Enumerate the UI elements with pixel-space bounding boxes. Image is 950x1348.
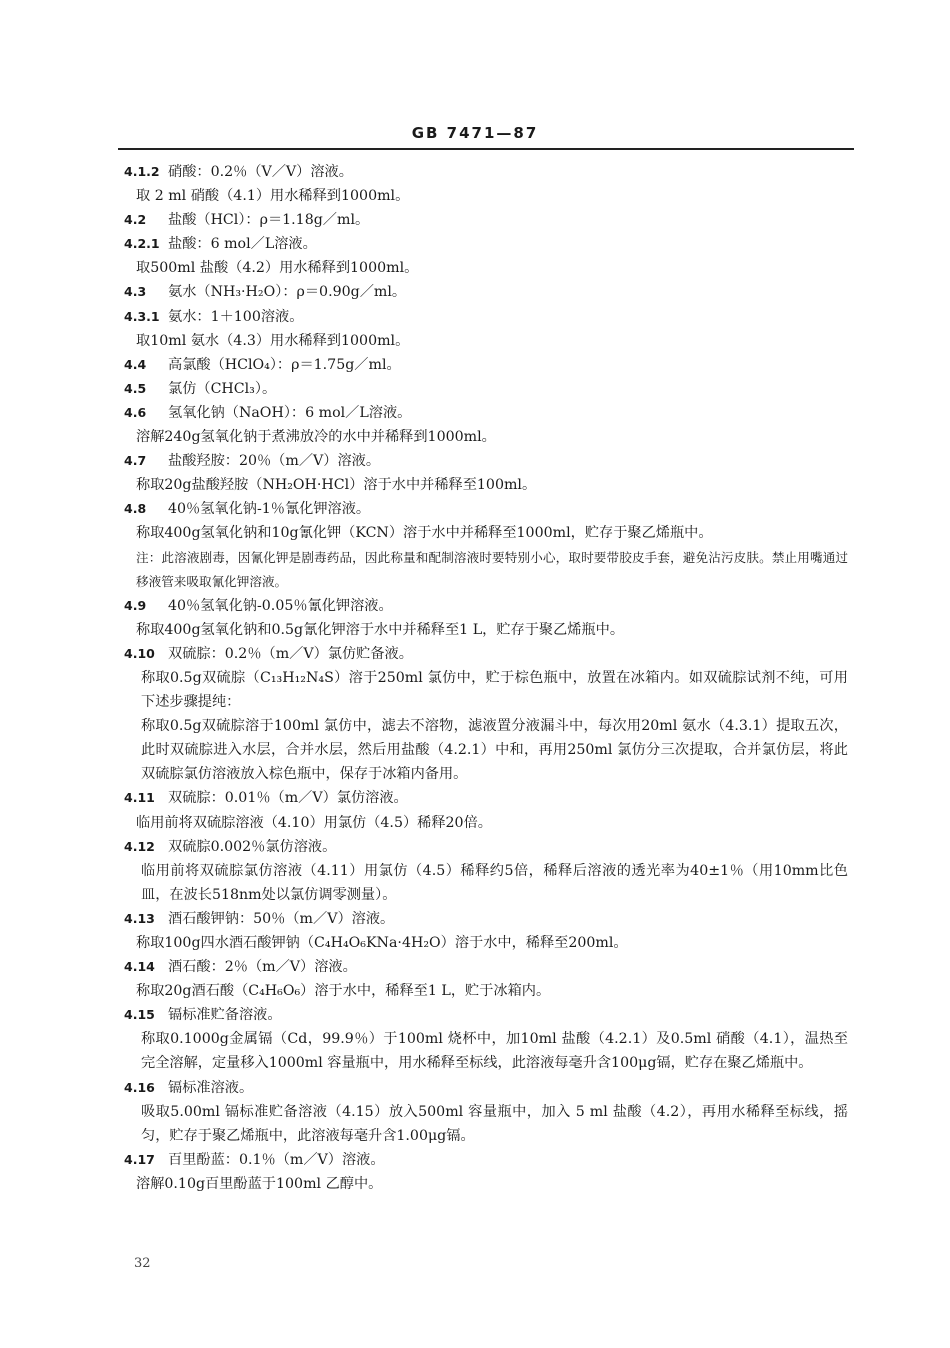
clause-number: 4.15	[124, 1007, 155, 1023]
clause-number: 4.12	[124, 838, 155, 854]
clause-4-7	[118, 449, 848, 473]
clause-body: 称取20g酒石酸（C₄H₆O₆）溶于水中，稀释至1 L，贮于冰箱内。	[136, 983, 551, 1000]
clause-number: 4.5	[124, 380, 147, 396]
clause-text: 百里酚蓝：0.1％（m／V）溶液。	[168, 1151, 385, 1168]
clause-number: 4.3.1	[124, 308, 160, 324]
clause-4-10	[118, 642, 848, 666]
clause-text: 盐酸羟胺：20％（m／V）溶液。	[168, 453, 381, 470]
clause-body: 临用前将双硫腙氯仿溶液（4.11）用氯仿（4.5）稀释约5倍，稀释后溶液的透光率为40±1％（用10mm比色皿，在波长518nm处以氯仿调零测量）。	[141, 862, 848, 903]
clause-body: 溶解0.10g百里酚蓝于100ml 乙醇中。	[136, 1175, 383, 1192]
clause-number: 4.7	[124, 453, 147, 469]
clause-text: 盐酸：6 mol／L溶液。	[168, 236, 317, 253]
clause-4-5	[118, 377, 848, 401]
clause-number: 4.6	[124, 404, 147, 420]
clause-4-3-1	[118, 305, 848, 329]
clause-text: 氢氧化钠（NaOH）：6 mol／L溶液。	[168, 404, 412, 421]
clause-body: 称取400g氢氧化钠和0.5g氰化钾溶于水中并稀释至1 L，贮存于聚乙烯瓶中。	[136, 621, 625, 638]
clause-4-3	[118, 280, 848, 304]
clause-text: 镉标准贮备溶液。	[168, 1007, 282, 1024]
clause-text: 镉标准溶液。	[168, 1079, 254, 1096]
clause-body: 称取0.1000g金属镉（Cd，99.9％）于100ml 烧杯中，加10ml 盐酸（4.2.1）及0.5ml 硝酸（4.1），温热至完全溶解，定量移入1000ml 容量瓶中，用水稀释至标线，此溶液每毫升含100μg镉，贮存在聚乙烯瓶中。	[141, 1031, 848, 1072]
document-header: GB 7471—87	[411, 124, 539, 142]
clause-text: 酒石酸：2％（m／V）溶液。	[168, 959, 357, 976]
clause-body: 取10ml 氨水（4.3）用水稀释到1000ml。	[136, 332, 410, 349]
clause-text: 双硫腙0.002％氯仿溶液。	[168, 838, 337, 855]
clause-text: 40％氢氧化钠-0.05％氰化钾溶液。	[168, 597, 393, 614]
clause-body: 取 2 ml 硝酸（4.1）用水稀释到1000ml。	[136, 188, 410, 205]
clause-text: 盐酸（HCl）：ρ＝1.18g／ml。	[168, 212, 370, 229]
clause-4-17	[118, 1148, 848, 1172]
clause-text: 双硫腙：0.2％（m／V）氯仿贮备液。	[168, 645, 413, 662]
clause-number: 4.2	[124, 212, 147, 228]
clause-number: 4.1.2	[124, 164, 160, 179]
clause-4-8	[118, 497, 848, 521]
clause-number: 4.10	[124, 645, 155, 661]
clause-number: 4.11	[124, 790, 155, 806]
clause-number: 4.8	[124, 501, 147, 517]
clause-4-4	[118, 353, 848, 377]
clause-body: 称取400g氢氧化钠和10g氰化钾（KCN）溶于水中并稀释至1000ml，贮存于聚乙烯瓶中。	[136, 525, 713, 542]
clause-text: 40％氢氧化钠-1％氰化钾溶液。	[168, 501, 371, 518]
header-rule	[118, 148, 854, 150]
clause-4-2-1	[118, 232, 848, 256]
clause-4-1-2	[118, 160, 848, 184]
clause-number: 4.13	[124, 910, 155, 926]
clause-4-13	[118, 907, 848, 931]
clause-text: 硝酸：0.2％（V／V）溶液。	[168, 164, 353, 180]
clause-4-11	[118, 786, 848, 810]
clause-number: 4.16	[124, 1079, 155, 1095]
clause-4-12	[118, 835, 848, 859]
clause-body: 吸取5.00ml 镉标准贮备溶液（4.15）放入500ml 容量瓶中，加入 5 ml 盐酸（4.2），再用水稀释至标线，摇匀，贮存于聚乙烯瓶中，此溶液每毫升含1.00μg镉。	[141, 1103, 848, 1144]
clause-body: 称取100g四水酒石酸钾钠（C₄H₄O₆KNa·4H₂O）溶于水中，稀释至200ml。	[136, 935, 628, 951]
clause-4-15	[118, 1003, 848, 1027]
clause-body: 称取0.5g双硫腙溶于100ml 氯仿中，滤去不溶物，滤液置分液漏斗中，每次用20ml 氨水（4.3.1）提取五次，此时双硫腙进入水层，合并水层，然后用盐酸（4.2.1）中和，再用250ml 氯仿分三次提取，合并氯仿层，将此双硫腙氯仿溶液放入棕色瓶中，保存于冰箱内备用。	[141, 718, 848, 783]
clause-4-14	[118, 955, 848, 979]
clause-text: 氨水（NH₃·H₂O）：ρ＝0.90g／ml。	[168, 284, 407, 301]
clause-text: 双硫腙：0.01％（m／V）氯仿溶液。	[168, 790, 408, 807]
page-number: 32	[134, 1256, 151, 1271]
document-body	[118, 160, 848, 1196]
clause-4-9	[118, 594, 848, 618]
clause-number: 4.2.1	[124, 236, 160, 252]
clause-4-2	[118, 208, 848, 232]
clause-4-6	[118, 401, 848, 425]
clause-number: 4.14	[124, 959, 155, 975]
safety-note: 注：此溶液剧毒，因氰化钾是剧毒药品，因此称量和配制溶液时要特别小心，取时要带胶皮手套，避免沾污皮肤。禁止用嘴通过移液管来吸取氰化钾溶液。	[136, 549, 848, 589]
clause-text: 氯仿（CHCl₃）。	[168, 380, 277, 397]
clause-body: 取500ml 盐酸（4.2）用水稀释到1000ml。	[136, 260, 419, 277]
clause-text: 高氯酸（HClO₄）：ρ＝1.75g／ml。	[168, 356, 401, 373]
clause-body: 称取0.5g双硫腙（C₁₃H₁₂N₄S）溶于250ml 氯仿中，贮于棕色瓶中，放置在冰箱内。如双硫腙试剂不纯，可用下述步骤提纯：	[141, 669, 848, 711]
clause-number: 4.3	[124, 284, 147, 300]
clause-body: 临用前将双硫腙溶液（4.10）用氯仿（4.5）稀释20倍。	[136, 814, 492, 831]
clause-body: 溶解240g氢氧化钠于煮沸放冷的水中并稀释到1000ml。	[136, 429, 496, 446]
clause-number: 4.17	[124, 1151, 155, 1167]
clause-number: 4.9	[124, 597, 147, 613]
clause-number: 4.4	[124, 356, 147, 372]
clause-text: 氨水：1＋100溶液。	[168, 308, 304, 325]
clause-body: 称取20g盐酸羟胺（NH₂OH·HCl）溶于水中并稀释至100ml。	[136, 477, 537, 494]
clause-text: 酒石酸钾钠：50％（m／V）溶液。	[168, 910, 395, 927]
clause-4-16	[118, 1076, 848, 1100]
